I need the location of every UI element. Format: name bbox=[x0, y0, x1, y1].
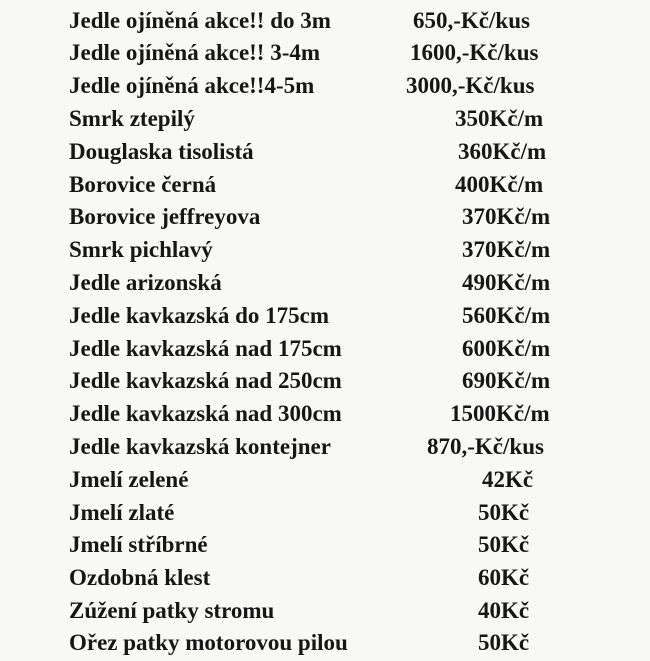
price-row bbox=[0, 365, 650, 397]
item-price: 50Kč bbox=[478, 532, 530, 557]
item-name: Jedle ojíněná akce!! do 3m bbox=[69, 8, 331, 33]
item-name: Jedle ojíněná akce!! 3-4m bbox=[69, 40, 321, 65]
item-name: Ořez patky motorovou pilou bbox=[69, 630, 348, 655]
item-name: Jedle kavkazská nad 300cm bbox=[69, 401, 342, 426]
price-row bbox=[0, 267, 650, 299]
item-name: Jedle kavkazská kontejner bbox=[69, 434, 331, 459]
price-row bbox=[0, 136, 650, 168]
price-row bbox=[0, 431, 650, 463]
item-price: 360Kč/m bbox=[458, 139, 547, 164]
item-price: 560Kč/m bbox=[462, 303, 551, 328]
item-name: Jedle arizonská bbox=[69, 270, 222, 295]
item-price: 370Kč/m bbox=[462, 237, 551, 262]
item-name: Smrk ztepilý bbox=[69, 106, 195, 131]
item-name: Smrk pichlavý bbox=[69, 237, 213, 262]
item-price: 600Kč/m bbox=[462, 336, 551, 361]
price-row bbox=[0, 464, 650, 496]
price-row bbox=[0, 529, 650, 561]
item-price: 690Kč/m bbox=[462, 368, 551, 393]
item-name: Borovice jeffreyova bbox=[69, 204, 261, 229]
price-row bbox=[0, 497, 650, 529]
item-price: 350Kč/m bbox=[455, 106, 544, 131]
item-price: 370Kč/m bbox=[462, 204, 551, 229]
price-row bbox=[0, 37, 650, 69]
price-row bbox=[0, 201, 650, 233]
item-price: 1600,-Kč/kus bbox=[410, 40, 539, 65]
item-price: 50Kč bbox=[478, 500, 530, 525]
price-row bbox=[0, 70, 650, 102]
price-row bbox=[0, 333, 650, 365]
price-row bbox=[0, 5, 650, 37]
item-name: Douglaska tisolistá bbox=[69, 139, 254, 164]
price-row bbox=[0, 169, 650, 201]
item-price: 42Kč bbox=[482, 467, 534, 492]
item-name: Jedle kavkazská nad 250cm bbox=[69, 368, 342, 393]
item-name: Jedle kavkazská nad 175cm bbox=[69, 336, 342, 361]
item-price: 650,-Kč/kus bbox=[413, 8, 530, 33]
item-name: Zúžení patky stromu bbox=[69, 598, 275, 623]
price-row bbox=[0, 103, 650, 135]
price-row bbox=[0, 562, 650, 594]
price-row bbox=[0, 234, 650, 266]
item-price: 60Kč bbox=[478, 565, 530, 590]
item-price: 40Kč bbox=[478, 598, 530, 623]
item-price: 870,-Kč/kus bbox=[427, 434, 544, 459]
price-row bbox=[0, 627, 650, 659]
item-name: Borovice černá bbox=[69, 172, 217, 197]
price-row bbox=[0, 595, 650, 627]
price-row bbox=[0, 398, 650, 430]
item-name: Jedle kavkazská do 175cm bbox=[69, 303, 330, 328]
item-price: 1500Kč/m bbox=[450, 401, 550, 426]
item-price: 490Kč/m bbox=[462, 270, 551, 295]
item-name: Jedle ojíněná akce!!4-5m bbox=[69, 73, 315, 98]
item-price: 3000,-Kč/kus bbox=[406, 73, 535, 98]
item-price: 50Kč bbox=[478, 630, 530, 655]
item-name: Jmelí zelené bbox=[69, 467, 189, 492]
item-name: Ozdobná klest bbox=[69, 565, 211, 590]
price-row bbox=[0, 300, 650, 332]
item-name: Jmelí stříbrné bbox=[69, 532, 208, 557]
item-name: Jmelí zlaté bbox=[69, 500, 175, 525]
item-price: 400Kč/m bbox=[455, 172, 544, 197]
